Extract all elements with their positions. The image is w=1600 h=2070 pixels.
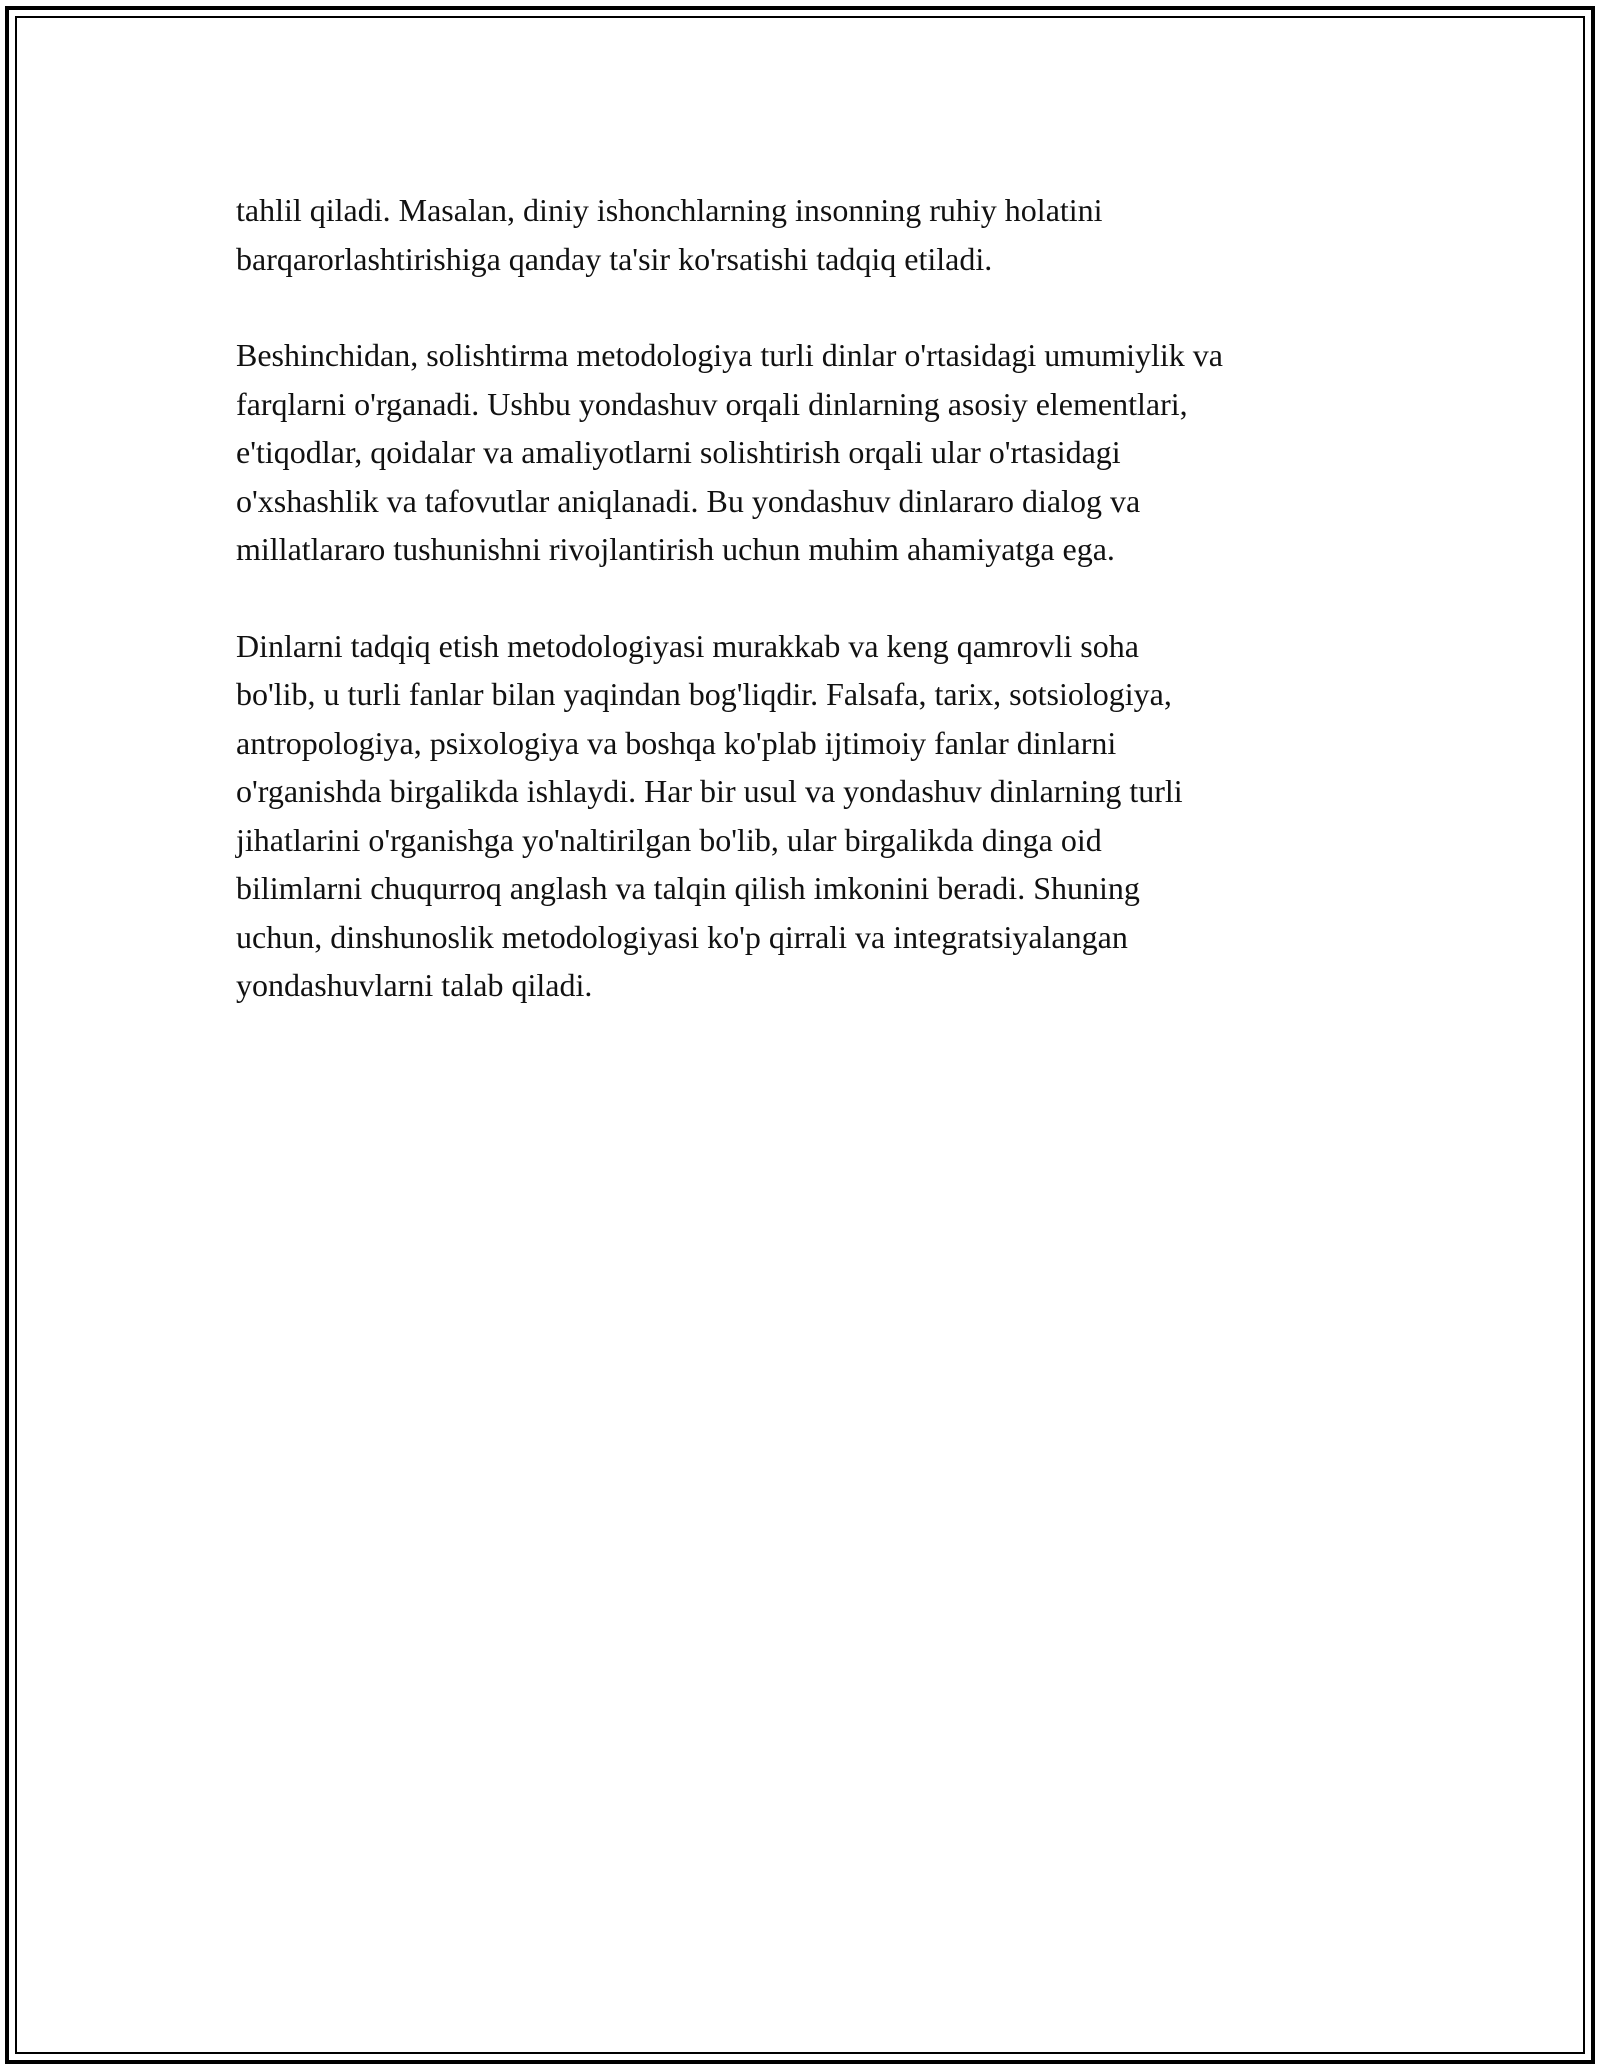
text-line: Beshinchidan, solishtirma metodologiya turli dinlar o'rtasidagi umumiylik va [236, 337, 1223, 373]
text-line: bilimlarni chuqurroq anglash va talqin qilish imkonini beradi. Shuning [236, 870, 1140, 906]
text-line: farqlarni o'rganadi. Ushbu yondashuv orqali dinlarning asosiy elementlari, [236, 385, 1188, 422]
text-line: antropologiya, psixologiya va boshqa ko'plab ijtimoiy fanlar dinlarni [236, 724, 1117, 761]
text-line: o'rganishda birgalikda ishlaydi. Har bir usul va yondashuv dinlarning turli [236, 773, 1183, 809]
document-body [236, 186, 1416, 1058]
text-line: uchun, dinshunoslik metodologiyasi ko'p qirrali va integratsiyalangan [236, 918, 1128, 955]
paragraph-2 [236, 331, 1416, 574]
text-line: bo'lib, u turli fanlar bilan yaqindan bog'liqdir. Falsafa, tarix, sotsiologiya, [236, 676, 1172, 712]
text-line: barqarorlashtirishiga qanday ta'sir ko'rsatishi tadqiq etiladi. [236, 240, 993, 277]
paragraph-3 [236, 622, 1416, 1010]
paragraph-1 [236, 186, 1416, 283]
text-line: o'xshashlik va tafovutlar aniqlanadi. Bu yondashuv dinlararo dialog va [236, 482, 1141, 519]
text-line: tahlil qiladi. Masalan, diniy ishonchlarning insonning ruhiy holatini [236, 192, 1103, 228]
text-line: jihatlarini o'rganishga yo'naltirilgan bo'lib, ular birgalikda dinga oid [236, 821, 1102, 858]
text-line: e'tiqodlar, qoidalar va amaliyotlarni solishtirish orqali ular o'rtasidagi [236, 434, 1121, 470]
text-line: Dinlarni tadqiq etish metodologiyasi murakkab va keng qamrovli soha [236, 627, 1139, 664]
text-line: yondashuvlarni talab qiladi. [236, 967, 593, 1003]
text-line: millatlararo tushunishni rivojlantirish uchun muhim ahamiyatga ega. [236, 531, 1115, 567]
